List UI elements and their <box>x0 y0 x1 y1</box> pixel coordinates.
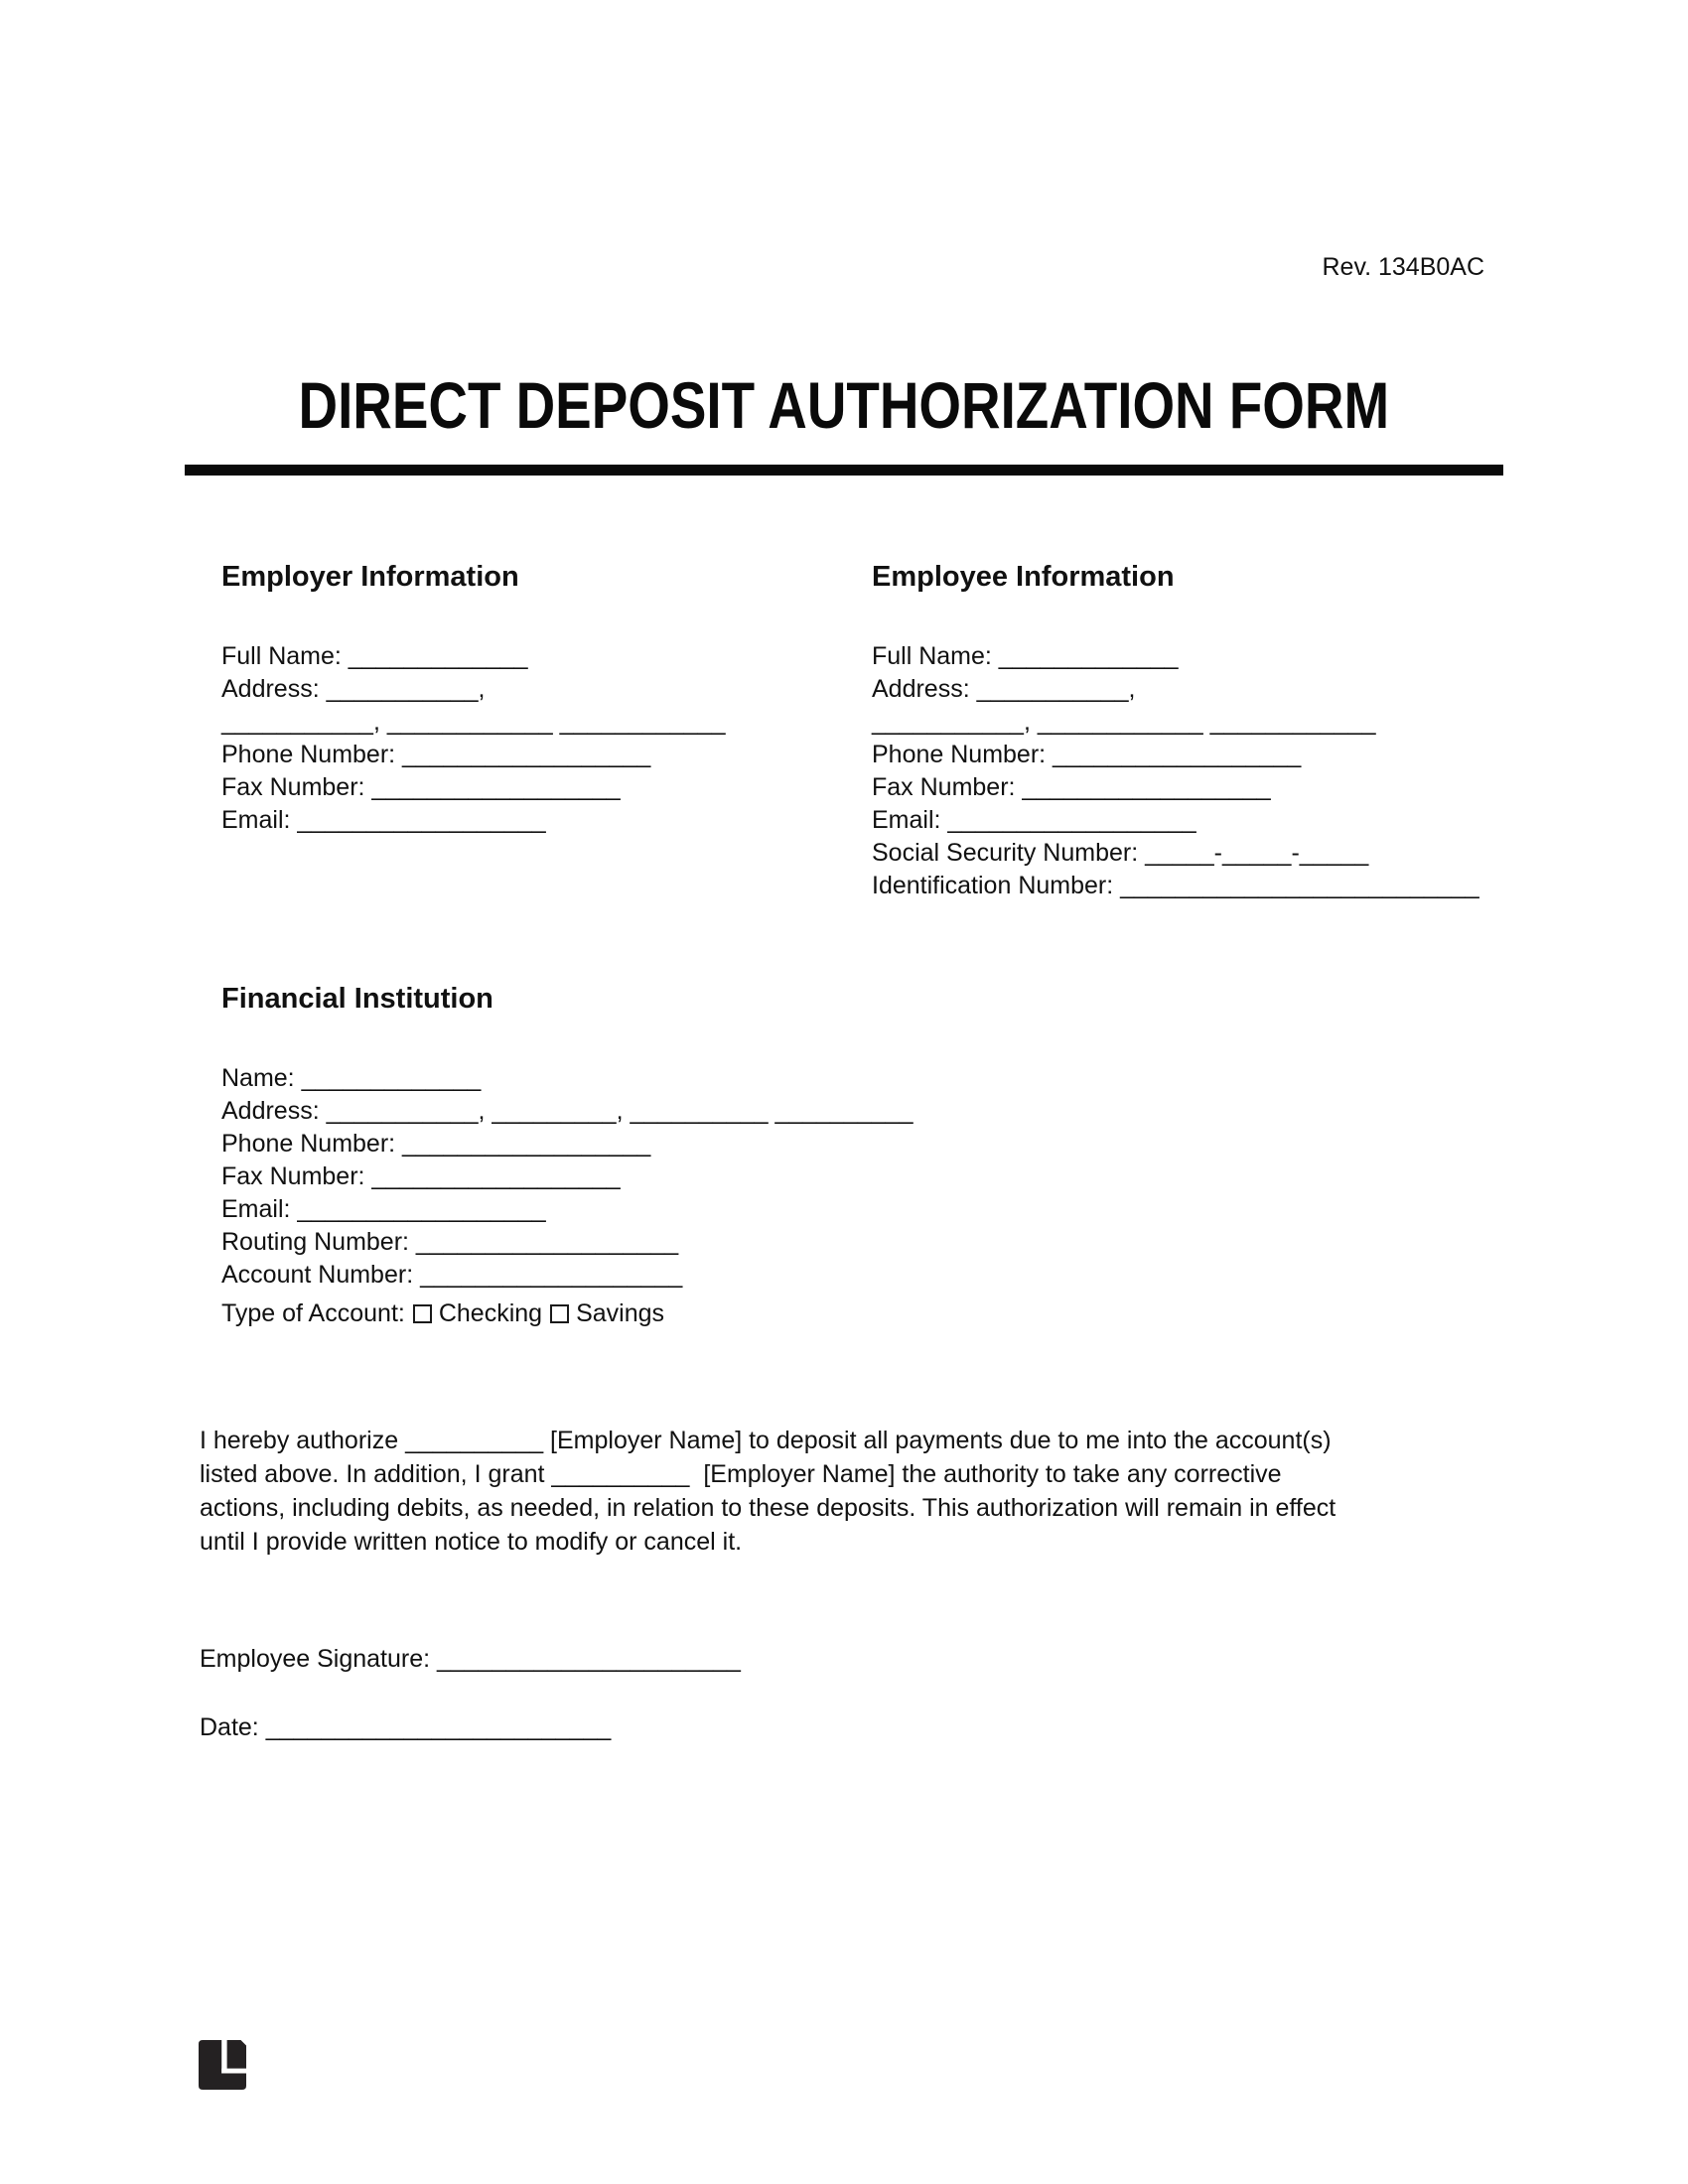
financial-phone-line: Phone Number: __________________ <box>221 1130 651 1158</box>
section-employer-information <box>221 557 725 837</box>
authorization-line-3: actions, including debits, as needed, in relation to these deposits. This authorization will remain in effect <box>200 1494 1336 1522</box>
employee-phone-line: Phone Number: __________________ <box>872 741 1302 768</box>
section-financial-institution <box>221 979 913 1330</box>
employee-full-name-line: Full Name: _____________ <box>872 642 1179 670</box>
employee-heading: Employee Information <box>872 561 1175 593</box>
financial-address-line: Address: ___________, _________, __________ __________ <box>221 1097 914 1125</box>
page-title: DIRECT DEPOSIT AUTHORIZATION FORM <box>298 368 1390 442</box>
account-type-row <box>221 1297 913 1330</box>
employee-ssn-line: Social Security Number: _____-_____-_____ <box>872 839 1369 867</box>
date-line: Date: _________________________ <box>200 1713 612 1741</box>
legal-templates-logo <box>199 2040 246 2090</box>
employer-fax-line: Fax Number: __________________ <box>221 773 621 801</box>
savings-checkbox-icon[interactable] <box>550 1304 569 1323</box>
authorization-paragraph <box>200 1424 1336 1559</box>
employee-address-line: Address: ___________, <box>872 675 1136 703</box>
employee-signature-line: Employee Signature: ______________________ <box>200 1645 741 1673</box>
financial-account-line: Account Number: ___________________ <box>221 1261 683 1289</box>
savings-option-label: Savings <box>576 1299 665 1327</box>
financial-name-line: Name: _____________ <box>221 1064 482 1092</box>
employee-id-number-line: Identification Number: __________________________ <box>872 872 1479 899</box>
employer-address-line-2: ___________, ____________ ____________ <box>221 708 726 736</box>
employer-phone-line: Phone Number: __________________ <box>221 741 651 768</box>
account-type-label: Type of Account: <box>221 1299 405 1327</box>
revision-label: Rev. 134B0AC <box>1322 253 1484 281</box>
title-underline-rule <box>185 465 1503 476</box>
employer-full-name-line: Full Name: _____________ <box>221 642 528 670</box>
financial-fax-line: Fax Number: __________________ <box>221 1162 621 1190</box>
employer-email-line: Email: __________________ <box>221 806 546 834</box>
financial-routing-line: Routing Number: ___________________ <box>221 1228 679 1256</box>
page-title-wrap <box>0 367 1688 443</box>
authorization-line-1: I hereby authorize __________ [Employer Name] to deposit all payments due to me into the account(s) <box>200 1427 1332 1454</box>
checking-checkbox-icon[interactable] <box>413 1304 432 1323</box>
employer-heading: Employer Information <box>221 561 519 593</box>
employee-email-line: Email: __________________ <box>872 806 1196 834</box>
authorization-line-4: until I provide written notice to modify or cancel it. <box>200 1528 743 1556</box>
authorization-line-2: listed above. In addition, I grant __________ [Employer Name] the authority to take any corrective <box>200 1460 1282 1488</box>
employee-fax-line: Fax Number: __________________ <box>872 773 1271 801</box>
employee-address-line-2: ___________, ____________ ____________ <box>872 708 1376 736</box>
section-employee-information <box>872 557 1479 902</box>
financial-heading: Financial Institution <box>221 983 493 1015</box>
employer-address-line: Address: ___________, <box>221 675 486 703</box>
checking-option-label: Checking <box>438 1299 543 1327</box>
financial-email-line: Email: __________________ <box>221 1195 546 1223</box>
